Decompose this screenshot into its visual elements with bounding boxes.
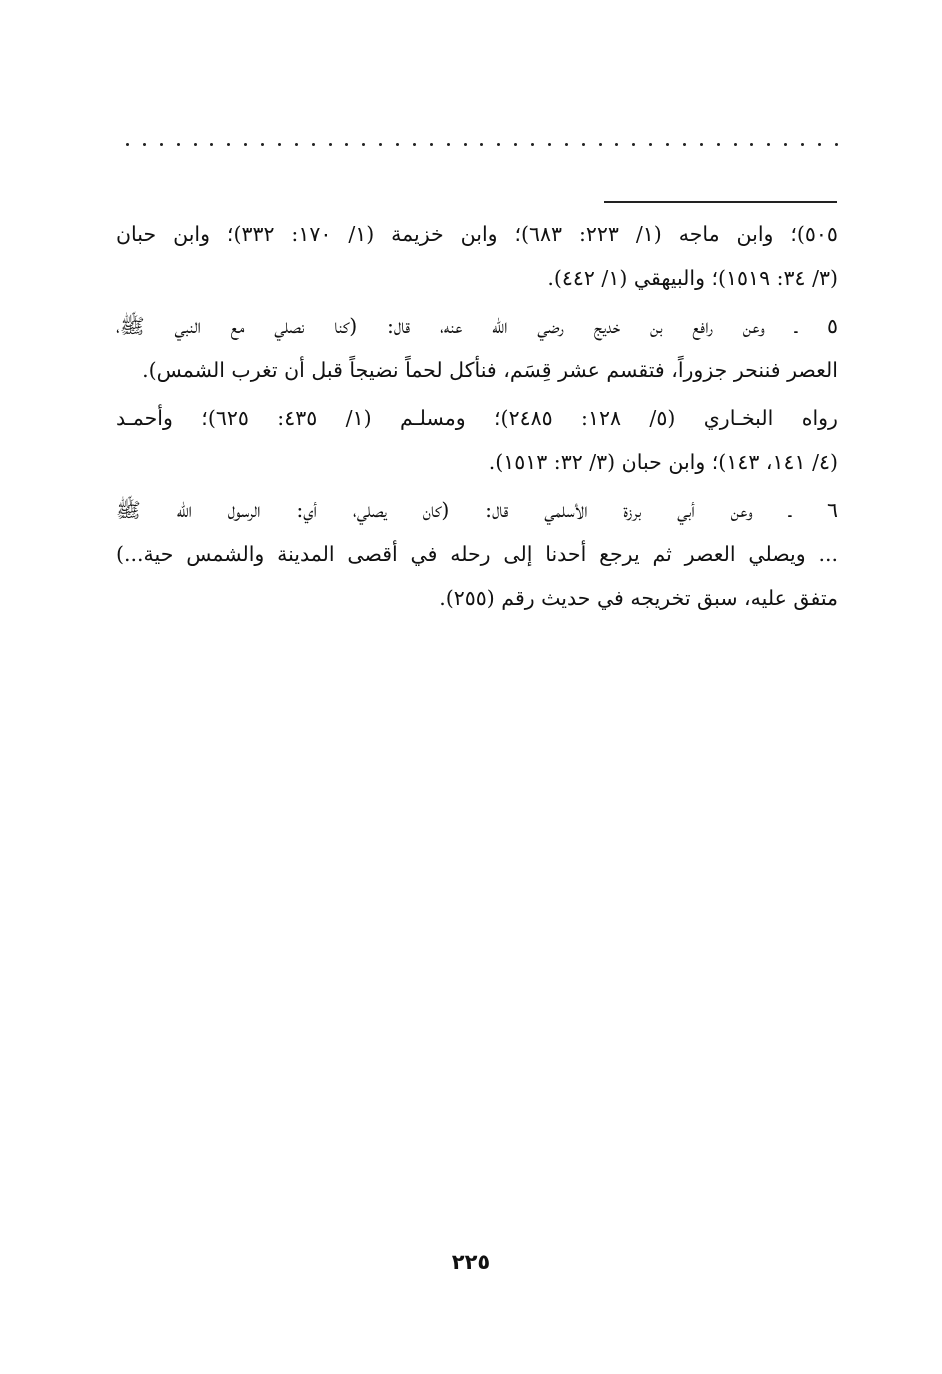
separator-dot [835,143,838,146]
hadith-line: متفق عليه، سبق تخريجه في حديث رقم (٢٥٥). [439,586,838,610]
separator-dot [379,143,382,146]
separator-dot [160,143,163,146]
separator-dot [295,143,298,146]
separator-dot [177,143,180,146]
separator-dot [801,143,804,146]
separator-dot [312,143,315,146]
separator-dot [514,143,517,146]
separator-dot [649,143,652,146]
separator-dot [717,143,720,146]
reference-line: رواه البخـاري (٥/ ١٢٨: ٢٤٨٥)؛ ومسلـم (١/ ٤٣٥: ٦٢٥)؛ وأحمـد [116,406,838,430]
separator-dot [784,143,787,146]
separator-dot [261,143,264,146]
separator-dot [531,143,534,146]
hadith-5-references [116,396,838,484]
separator-dot [818,143,821,146]
separator-dot [278,143,281,146]
hadith-5 [116,304,838,392]
separator-dot [548,143,551,146]
separator-dot [362,143,365,146]
hadith-line: العصر فننحر جزوراً، فتقسم عشر قِسَم، فنأكل لحماً نضيجاً قبل أن تغرب الشمس). [142,358,838,382]
separator-dot [683,143,686,146]
separator-dot [244,143,247,146]
footnote-line: ٥٠٥)؛ وابن ماجه (١/ ٢٢٣: ٦٨٣)؛ وابن خزيمة (١/ ١٧٠: ٣٣٢)؛ وابن حبان [116,222,838,246]
separator-dot [750,143,753,146]
separator-dot [734,143,737,146]
separator-dot [143,143,146,146]
separator-dot [345,143,348,146]
separator-dot [396,143,399,146]
footnote-rule [604,201,837,203]
separator-dot [599,143,602,146]
hadith-line: ٥ ـ وعن رافع بن خديج رضي الله عنه، قال: (كنا نصلي مع النبي ﷺ، [116,314,838,338]
footnote-line: (٣/ ٣٤: ١٥١٩)؛ والبيهقي (١/ ٤٤٢). [547,266,838,290]
separator-dot [210,143,213,146]
separator-dot [430,143,433,146]
footnotes-section [116,212,838,620]
hadith-line: ٦ ـ وعن أبي برزة الأسلمي قال: (كان يصلي، أي: الرسول الله ﷺ [116,498,838,522]
separator-dot [447,143,450,146]
page-number: ٢٢٥ [451,1250,491,1274]
separator-dot [413,143,416,146]
reference-line: (٤/ ١٤١، ١٤٣)؛ وابن حبان (٣/ ٣٢: ١٥١٣). [488,450,838,474]
separator-dot [497,143,500,146]
dotted-separator [126,138,838,150]
separator-dot [329,143,332,146]
separator-dot [767,143,770,146]
separator-dot [227,143,230,146]
separator-dot [480,143,483,146]
separator-dot [632,143,635,146]
separator-dot [582,143,585,146]
separator-dot [126,143,129,146]
footnote-reference-continuation [116,212,838,300]
separator-dot [700,143,703,146]
hadith-line: ... ويصلي العصر ثم يرجع أحدنا إلى رحله في أقصى المدينة والشمس حية...) [116,542,838,566]
separator-dot [615,143,618,146]
separator-dot [464,143,467,146]
separator-dot [194,143,197,146]
separator-dot [565,143,568,146]
separator-dot [666,143,669,146]
hadith-6 [116,488,838,620]
